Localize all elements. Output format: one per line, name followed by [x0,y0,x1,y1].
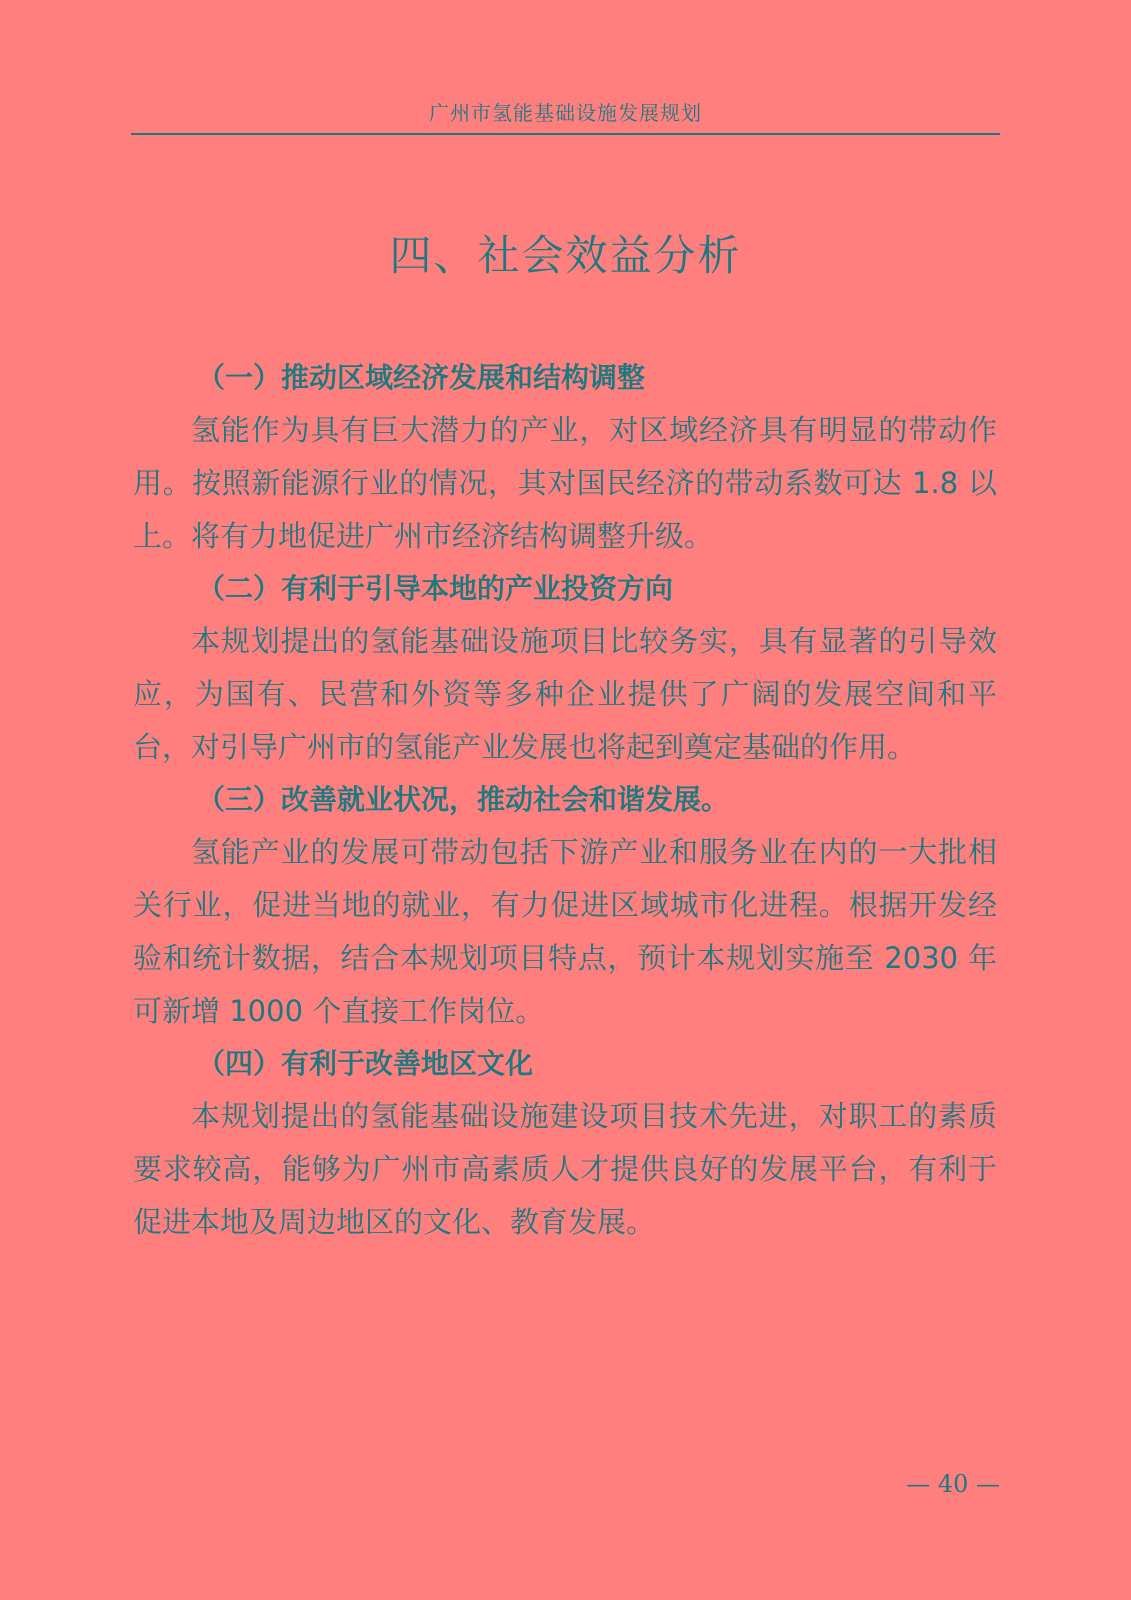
section-employment [133,774,997,1038]
chapter-title: 四、社会效益分析 [389,231,742,280]
section-paragraph: 氢能产业的发展可带动包括下游产业和服务业在内的一大批相关行业，促进当地的就业，有力促进区域城市化进程。根据开发经验和统计数据，结合本规划项目特点，预计本规划实施至 2030 年可新增 1000 个直接工作岗位。 [133,835,997,1028]
page-number: — 40 — [906,1470,1000,1498]
document-body [133,352,997,1249]
section-heading: （一）推动区域经济发展和结构调整 [197,361,646,394]
section-investment-guidance [133,563,997,774]
section-heading: （二）有利于引导本地的产业投资方向 [197,572,674,605]
section-economic-development [133,352,997,563]
section-regional-culture [133,1038,997,1249]
section-heading: （四）有利于改善地区文化 [197,1047,534,1080]
header-divider [131,133,1000,135]
section-paragraph: 本规划提出的氢能基础设施项目比较务实，具有显著的引导效应，为国有、民营和外资等多种企业提供了广阔的发展空间和平台，对引导广州市的氢能产业发展也将起到奠定基础的作用。 [133,624,997,764]
running-header: 广州市氢能基础设施发展规划 [429,101,702,125]
section-paragraph: 本规划提出的氢能基础设施建设项目技术先进，对职工的素质要求较高，能够为广州市高素质人才提供良好的发展平台，有利于促进本地及周边地区的文化、教育发展。 [133,1099,997,1239]
section-heading: （三）改善就业状况，推动社会和谐发展。 [197,783,730,816]
section-paragraph: 氢能作为具有巨大潜力的产业，对区域经济具有明显的带动作用。按照新能源行业的情况，其对国民经济的带动系数可达 1.8 以上。将有力地促进广州市经济结构调整升级。 [133,413,997,553]
